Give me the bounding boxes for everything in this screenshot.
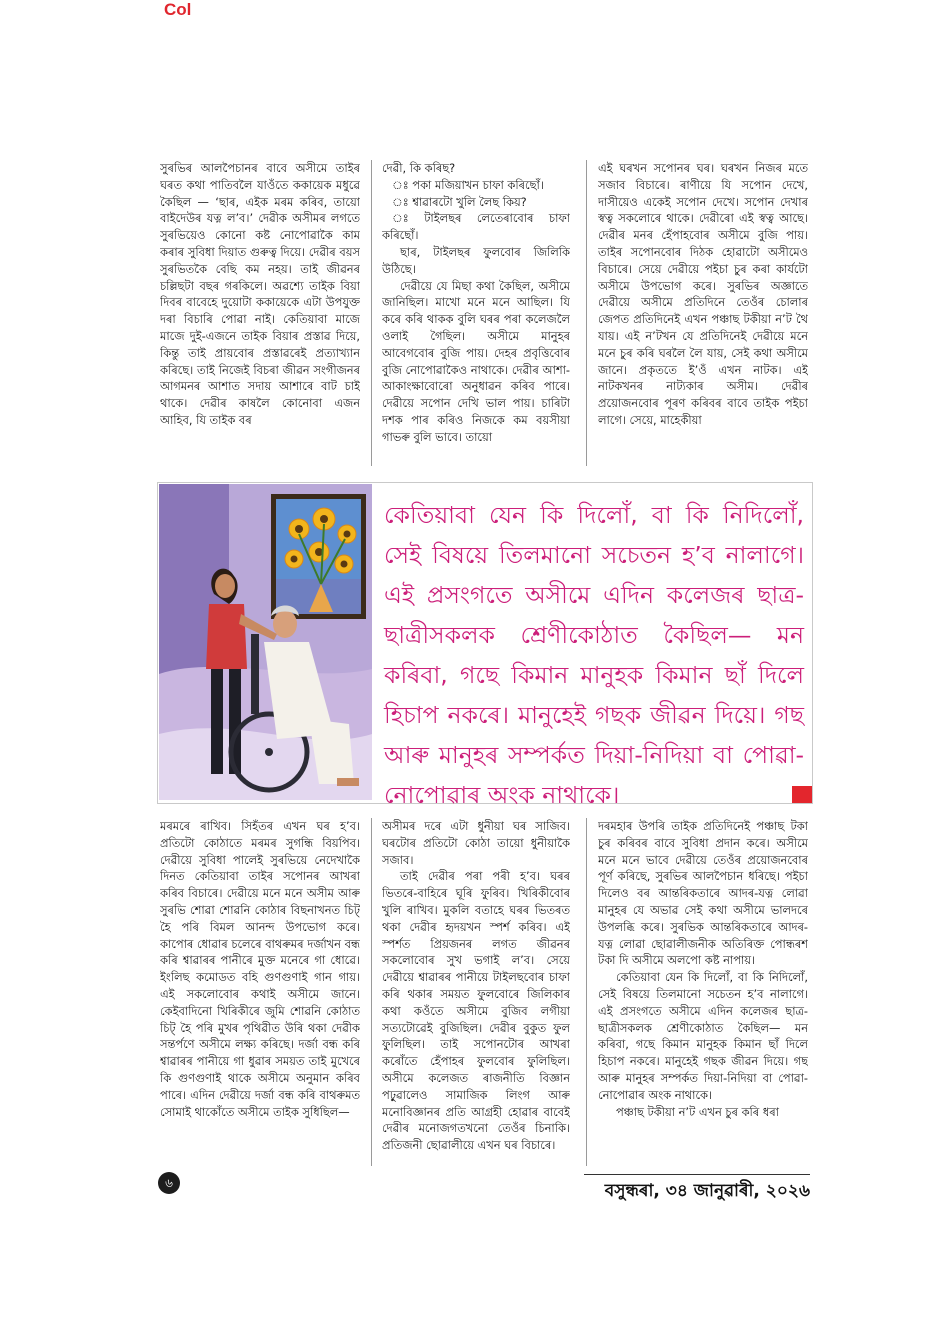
- bottom-column-2: [382, 818, 570, 1166]
- top-column-1: [160, 160, 360, 466]
- paragraph: এই ঘৰখন সপোনৰ ঘৰ। ঘৰখন নিজৰ মতে সজাব বিচাৰে। ৰাণীয়ে যি সপোন দেখে, দাসীয়েও একেই সপোন দেখে। সপোন দেখাৰ স্বত্ব সকলোৰে থাকে। দেৱীৰো এই স্বত্ব আছে। দেৱীৰ মনৰ হেঁপাহবোৰ অসীমে বুজি পায়। তাইৰ সপোনবোৰ দিঠক হোৱাটো অসীমেও বিচাৰে। সেয়ে দেৱীয়ে পইচা চুৰ কৰা কাৰ্যটো অসীমে উপভোগ কৰে। সুৰভিৰ অজ্ঞাতে দেৱীয়ে অসীমে প্ৰতিদিনে তেওঁৰ চোলাৰ জেপত প্ৰতিদিনেই এখন পঞ্চাছ টকীয়া ন’ট থৈ যায়। এই ন’টখন যে প্ৰতিদিনেই দেৱীয়ে মনে মনে চুৰ কৰি ঘৰলৈ লৈ যায়, সেই কথা অসীমে জানে। প্ৰকৃততে ই’ওঁ এখন নাটক। এই নাটকখনৰ নাট্যকাৰ অসীম। দেৱীৰ প্ৰয়োজনবোৰ পূৰণ কৰিবৰ বাবে তাইক পইচা লাগে। সেয়ে, মাহেকীয়া: [598, 161, 808, 427]
- column-divider: [586, 818, 587, 1166]
- wheelchair-illustration: [159, 484, 372, 800]
- column-divider: [586, 160, 587, 466]
- paragraph: কেতিয়াবা যেন কি দিলোঁ, বা কি নিদিলোঁ, সেই বিষয়ে তিলমানো সচেতন হ’ব নালাগে। এই প্ৰসংগতে অসীমে এদিন কলেজৰ ছাত্ৰ-ছাত্ৰীসকলক শ্ৰেণীকোঠাত কৈছিল— মন কৰিবা, গছে কিমান মানুহক কিমান ছাঁ দিলে হিচাপ নকৰে। মানুহেই গছক জীৱন দিয়ে। গছ আৰু মানুহৰ সম্পৰ্কত দিয়া-নিদিয়া বা পোৱা-নোপোৱাৰ অংক নাথাকে।: [598, 970, 808, 1102]
- page-number: ৬: [158, 1172, 180, 1194]
- paragraph: ঃ শ্বাৱাৰটো খুলি লৈছ কিয়?: [392, 194, 527, 209]
- pull-quote-box: [157, 482, 813, 809]
- top-column-3: [598, 160, 808, 466]
- publication-footer: বসুন্ধৰা, ৩৪ জানুৱাৰী, ২০২৬: [604, 1181, 810, 1201]
- paragraph: তাই দেৱীৰ পৰা পৰী হ’ব। ঘৰৰ ভিতৰে-বাহিৰে ঘূৰি ফুৰিব। খিৰিকীবোৰ খুলি ৰাখিব। মুকলি বতাহে ঘৰৰ ভিতৰত থকা দেৱীৰ হৃদয়খন স্পৰ্শ কৰিব। এই স্পৰ্শত প্ৰিয়জনৰ লগত জীৱনৰ সকলোবোৰ সুখ ভগাই ল’ব। সেয়ে দেৱীয়ে শ্বাৱাৰৰ পানীয়ে টাইলছবোৰ চাফা কৰি থকাৰ সময়ত ফুলবোৰে জিলিকাৰ কথা কওঁতে অসীমে বুজিব লগীয়া সত্যটোৱেই বুজিছিল। দেৱীৰ বুকুত ফুল ফুলিছিল। তাই সপোনটোৰ আখৰা কৰোঁতে হেঁপাহৰ ফুলবোৰ ফুলিছিল। অসীমে কলেজত ৰাজনীতি বিজ্ঞান পঢ়ুৱালেও সামাজিক লিংগ আৰু মনোবিজ্ঞানৰ প্ৰতি আগ্ৰহী হোৱাৰ বাবেই দেৱীৰ মনোজগতখনো তেওঁৰ চিনাকি। প্ৰতিজনী ছোৱালীয়ে এখন ঘৰ বিচাৰে।: [382, 869, 570, 1153]
- top-column-2: [382, 160, 570, 466]
- pull-quote-text: কেতিয়াবা যেন কি দিলোঁ, বা কি নিদিলোঁ, সেই বিষয়ে তিলমানো সচেতন হ’ব নালাগে। এই প্ৰসংগতে অসীমে এদিন কলেজৰ ছাত্ৰ-ছাত্ৰীসকলক শ্ৰেণীকোঠাত কৈছিল— মন কৰিবা, গছে কিমান মানুহক কিমান ছাঁ দিলে হিচাপ নকৰে। মানুহেই গছক জীৱন দিয়ে। গছ আৰু মানুহৰ সম্পৰ্কত দিয়া-নিদিয়া বা পোৱা-নোপোৱাৰ অংক নাথাকে।: [384, 501, 804, 809]
- bottom-column-1: [160, 818, 360, 1166]
- paragraph: ঃ টাইলছৰ লেতেৰাবোৰ চাফা কৰিছোঁ।: [382, 211, 570, 243]
- bottom-column-3: [598, 818, 808, 1166]
- paragraph: ছাৰ, টাইলছৰ ফুলবোৰ জিলিকি উঠিছে।: [382, 244, 570, 276]
- paragraph: পঞ্চাছ টকীয়া ন’ট এখন চুৰ কৰি ধৰা: [616, 1104, 779, 1119]
- paragraph: দেৱী, কি কৰিছ?: [382, 161, 456, 175]
- paragraph: ঃ পকা মজিয়াখন চাফা কৰিছোঁ।: [392, 177, 544, 192]
- accent-bar: [792, 786, 812, 803]
- paragraph: সুৰভিৰ আলপৈচানৰ বাবে অসীমে তাইৰ ঘৰত কথা পাতিবলৈ যাওঁতে ককায়েক মধুৱে কৈছিল — ‘ছাৰ, এইক মৰম কৰিব, তায়ো বাইদেউৰ যত্ন ল’ব।’ দেৱীক অসীমৰ লগতে সুৰভিয়েও কোনো কষ্ট নোপোৱাকৈ কাম কৰাৰ সুবিধা দিয়াত গুৰুত্ব দিয়ে। দেৱীৰ বয়স সুৰভিতকৈ বেছি কম নহয়। তাই জীৱনৰ চল্লিছটা বছৰ গৰকিলে। অৱশ্যে তাইক বিয়া দিবৰ বাবেহে দুয়োটা ককায়েকে এটা উপযুক্ত দৰা বিচাৰি পোৱা নাই। কেতিয়াবা মাজে মাজে দুই-এজনে তাইক বিয়াৰ প্ৰস্তাৱ দিয়ে, কিন্তু তাই প্ৰায়বোৰ প্ৰস্তাৱৰেই প্ৰত্যাখ্যান কৰিছে। তাই নিজেই বিচৰা জীৱন সংগীজনৰ আগমনৰ আশাত সদায় আশাৰে বাট চাই থাকে। দেৱীৰ কাষলৈ কোনোবা এজন আহিব, যি তাইক বৰ: [160, 161, 360, 427]
- footer-rule: [584, 1174, 810, 1175]
- paragraph: দেৱীয়ে যে মিছা কথা কৈছিল, অসীমে জানিছিল। মাখো মনে মনে আছিল। যি কৰে কৰি থাকক বুলি ঘৰৰ পৰা কলেজলৈ ওলাই গৈছিল। অসীমে মানুহৰ আবেগবোৰ বুজি পায়। দেহৰ প্ৰবৃত্তিবোৰ বুজি নোপোৱাকৈও নাথাকে। দেৱীৰ আশা-আকাংক্ষাবোৰো অনুধাৱন কৰিব পাৰে। দেৱীয়ে সপোন দেখি ভাল পায়। চাৰিটা দশক পাৰ কৰিও নিজকে কম বয়সীয়া গাভৰু বুলি ভাবে। তায়ো: [382, 278, 570, 444]
- paragraph: মৰমৰে ৰাখিব। সিহঁতৰ এখন ঘৰ হ’ব। প্ৰতিটো কোঠাতে মৰমৰ সুগন্ধি বিয়পিব। দেৱীয়ে সুবিধা পালেই সুৰভিয়ে নেদেখাকৈ দিনত কেতিয়াবা তাইৰ সপোনৰ আখৰা কৰিব বিচাৰে। দেৱীয়ে মনে মনে অসীম আৰু সুৰভি শোৱা শোৱনি কোঠাৰ বিছনাখনত চিট্ হৈ পৰি বিমল আনন্দ উপভোগ কৰে। কাপোৰ ধোৱাৰ চলেৰে বাথৰুমৰ দৰ্জাখন বন্ধ কৰি শ্বাৱাৰৰ পানীৰে মুক্ত মনেৰে গা ধোৱে। ইংলিছ কমোডত বহি গুণগুণাই গান গায়। এই সকলোবোৰ কথাই অসীমে জানে। কেইবাদিনো খিৰিকীৰে জুমি শোৱনি কোঠাত চিট্ হৈ পৰি মুখৰ পৃথিৱীত উৰি থকা দেৱীক সন্তৰ্পণে অসীমে লক্ষ্য কৰিছে। দৰ্জা বন্ধ কৰি শ্বাৱাৰৰ পানীয়ে গা ধুৱাৰ সময়ত তাই মুখেৰে কি গুণগুণাই থাকে অসীমে অনুমান কৰিব পাৰে। এদিন দেৱীয়ে দৰ্জা বন্ধ কৰি বাথৰুমত সোমাই থাকোঁতে অসীমে তাইক সুধিছিল—: [160, 819, 360, 1119]
- paragraph: অসীমৰ দৰে এটা ধুনীয়া ঘৰ সাজিব। ঘৰটোৰ প্ৰতিটো কোঠা তায়ো ধুনীয়াকৈ সজাব।: [382, 819, 570, 867]
- column-divider: [371, 160, 372, 466]
- column-divider: [371, 818, 372, 1166]
- column-tag: Col: [164, 0, 192, 19]
- paragraph: দৰমহাৰ উপৰি তাইক প্ৰতিদিনেই পঞ্চাছ টকা চুৰ কৰিবৰ বাবে সুবিধা প্ৰদান কৰে। অসীমে মনে মনে ভাবে দেৱীয়ে তেওঁৰ প্ৰয়োজনবোৰ পূৰ্ণ কৰিছে, সুৰভিৰ আলপৈচান ধৰিছে। পইচা দিলেও বৰ আন্তৰিকতাৰে আদৰ-যত্ন লোৱা মানুহৰ যে অভাৱ সেই কথা অসীমে ভালদৰে উপলব্ধি কৰে। সুৰভিক আন্তৰিকতাৰে আদৰ-যত্ন লোৱা ছোৱালীজনীক অতিৰিক্ত পোন্ধৰশ টকা দি অসীমে অলপো কষ্ট নাপায়।: [598, 819, 808, 968]
